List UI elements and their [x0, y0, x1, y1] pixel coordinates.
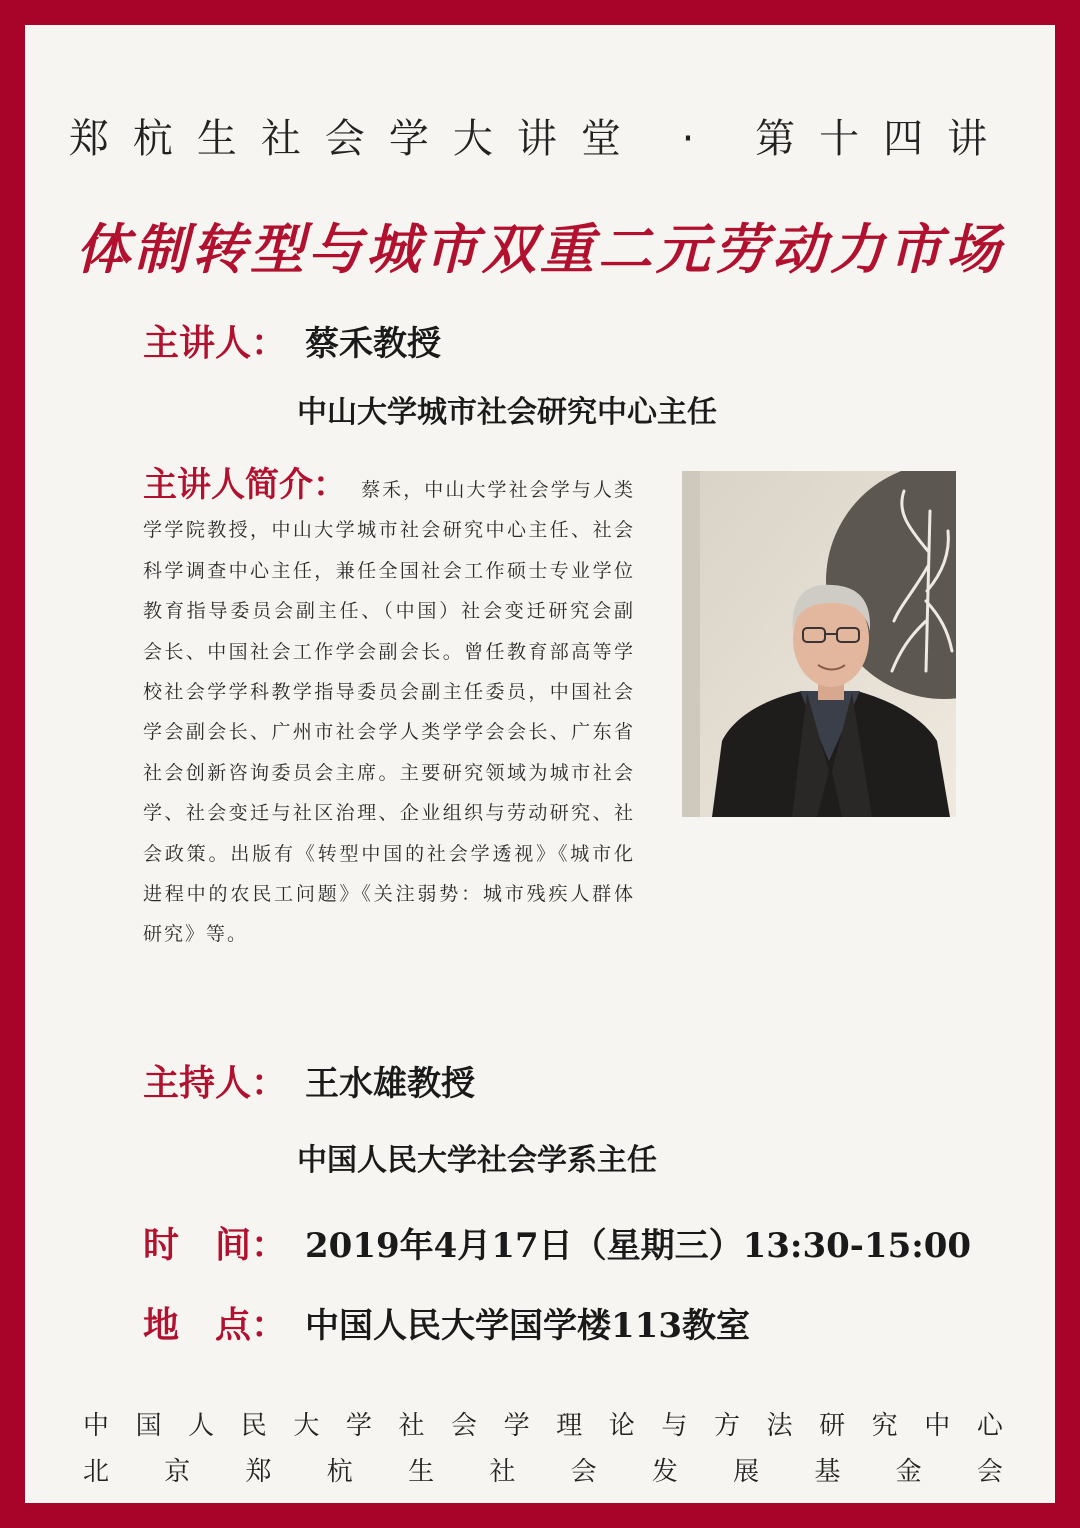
organizer-char: 究 — [871, 1411, 898, 1441]
host-row — [143, 1055, 475, 1106]
organizer-char: 方 — [713, 1411, 740, 1441]
organizer-char: 国 — [135, 1411, 162, 1441]
lecture-title: 体制转型与城市双重二元劳动力市场 — [76, 217, 1004, 281]
organizer-char: 郑 — [245, 1457, 272, 1487]
organizer-char: 社 — [489, 1457, 516, 1487]
organizer-char: 心 — [976, 1411, 1003, 1441]
time-value: 2019年4月17日（星期三）13:30-15:00 — [305, 1226, 972, 1266]
organizer-char: 会 — [976, 1457, 1003, 1487]
bio-label: 主讲人简介： — [143, 465, 347, 505]
organizer-char: 大 — [293, 1411, 320, 1441]
organizer-char: 发 — [651, 1457, 678, 1487]
speaker-position: 中山大学城市社会研究中心主任 — [297, 395, 717, 430]
organizer-char: 会 — [570, 1457, 597, 1487]
organizer-char: 基 — [814, 1457, 841, 1487]
lecture-series-heading: 郑杭生社会学大讲堂 · 第十四讲 — [68, 116, 1012, 162]
speaker-name: 蔡禾教授 — [305, 324, 442, 364]
host-label: 主持人： — [143, 1062, 288, 1104]
organizer-2 — [83, 1451, 1003, 1488]
organizer-char: 杭 — [326, 1457, 353, 1487]
place-row — [143, 1297, 750, 1348]
organizer-char: 社 — [398, 1411, 425, 1441]
time-row — [143, 1217, 971, 1268]
organizer-char: 学 — [503, 1411, 530, 1441]
speaker-bio — [143, 465, 635, 955]
organizer-1 — [83, 1405, 1003, 1442]
time-label: 时 间： — [143, 1224, 288, 1266]
organizer-char: 金 — [895, 1457, 922, 1487]
speaker-portrait-image — [682, 471, 956, 817]
organizer-char: 法 — [766, 1411, 793, 1441]
organizer-char: 学 — [345, 1411, 372, 1441]
speaker-photo — [682, 471, 956, 817]
organizer-char: 民 — [240, 1411, 267, 1441]
organizer-char: 生 — [408, 1457, 435, 1487]
bio-text: 蔡禾，中山大学社会学与人类学学院教授，中山大学城市社会研究中心主任、社会科学调查中心主任，兼任全国社会工作硕士专业学位教育指导委员会副主任、（中国）社会变迁研究会副会长、中国社会工作学会副会长。曾任教育部高等学校社会学学科教学指导委员会副主任委员，中国社会学会副会长、广州市社会学人类学学会会长、广东省社会创新咨询委员会主席。主要研究领域为城市社会学、社会变迁与社区治理、企业组织与劳动研究、社会政策。出版有《转型中国的社会学透视》《城市化进程中的农民工问题》《关注弱势：城市残疾人群体研究》等。 — [143, 479, 635, 946]
place-value: 中国人民大学国学楼113教室 — [305, 1306, 750, 1346]
host-position: 中国人民大学社会学系主任 — [297, 1143, 657, 1178]
organizer-char: 会 — [451, 1411, 478, 1441]
host-name: 王水雄教授 — [305, 1064, 476, 1104]
speaker-label: 主讲人： — [143, 322, 288, 364]
event-poster — [25, 25, 1055, 1503]
organizer-char: 展 — [733, 1457, 760, 1487]
speaker-row — [143, 315, 441, 366]
organizer-char: 与 — [661, 1411, 688, 1441]
organizer-char: 研 — [819, 1411, 846, 1441]
place-label: 地 点： — [143, 1304, 288, 1346]
organizer-char: 北 — [83, 1457, 110, 1487]
organizer-char: 理 — [556, 1411, 583, 1441]
organizer-char: 京 — [164, 1457, 191, 1487]
organizer-char: 人 — [188, 1411, 215, 1441]
organizer-char: 论 — [608, 1411, 635, 1441]
organizer-char: 中 — [83, 1411, 110, 1441]
organizer-char: 中 — [924, 1411, 951, 1441]
